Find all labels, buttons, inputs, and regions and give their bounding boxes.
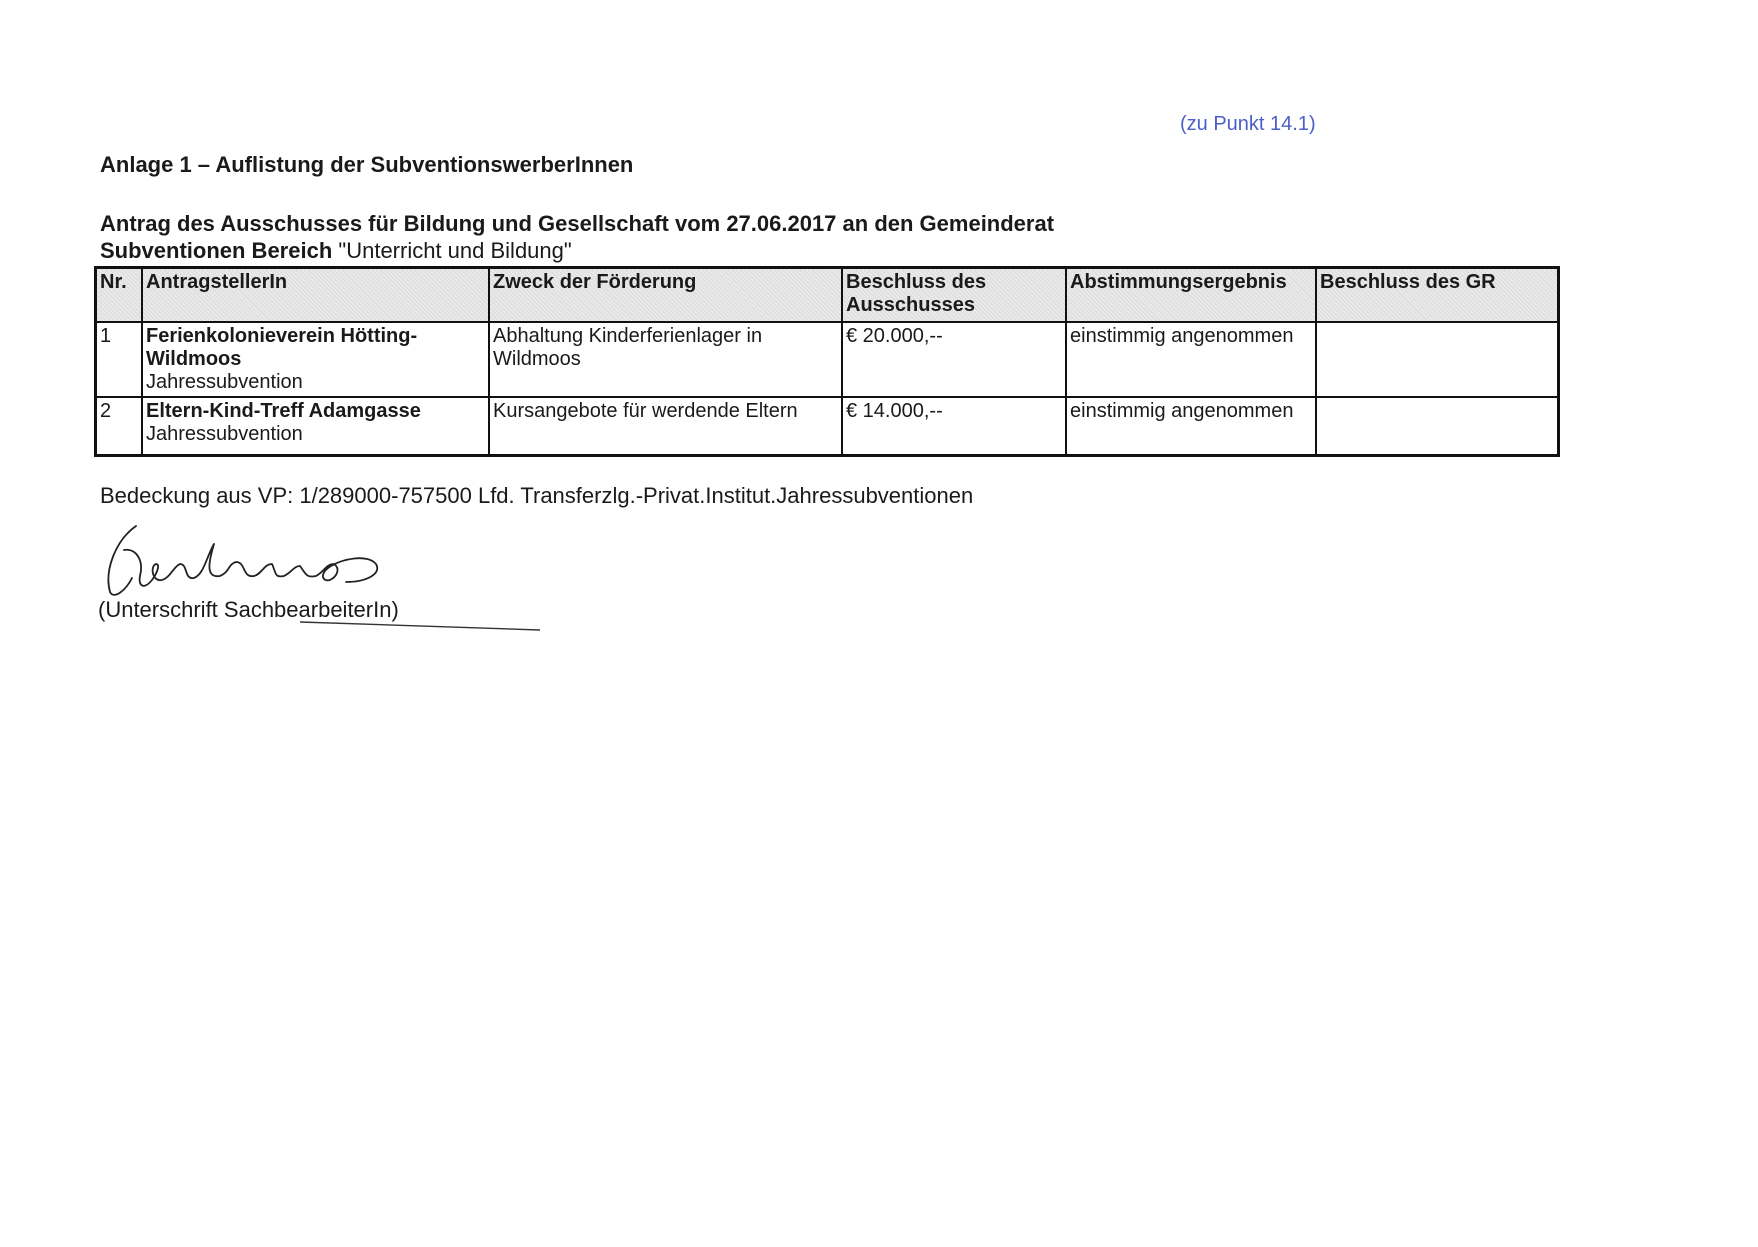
cell-applicant [142,397,489,456]
applicant-name: Eltern-Kind-Treff Adamgasse [146,400,421,422]
subsidy-area-line [100,238,572,264]
header-vote-result: Abstimmungsergebnis [1066,268,1316,323]
cell-purpose: Kursangebote für werdende Eltern [489,397,842,456]
signature-label: (Unterschrift SachbearbeiterIn) [98,597,399,622]
request-title: Antrag des Ausschusses für Bildung und Gesellschaft vom 27.06.2017 an den Gemeinderat [100,211,1055,236]
cell-vote-result: einstimmig angenommen [1066,322,1316,397]
cell-amount: € 20.000,-- [842,322,1066,397]
reference-note: (zu Punkt 14.1) [1180,113,1316,135]
subsidy-table [94,266,1560,457]
subsidy-area-label: Subventionen Bereich [100,238,333,263]
handwritten-signature [96,520,396,600]
applicant-type: Jahressubvention [146,423,303,445]
header-nr: Nr. [96,268,143,323]
cell-council-decision [1316,322,1559,397]
table-row [96,322,1559,397]
header-council-decision: Beschluss des GR [1316,268,1559,323]
signature-line [300,618,540,632]
subsidy-area-value: "Unterricht und Bildung" [332,238,572,263]
cell-vote-result: einstimmig angenommen [1066,397,1316,456]
cell-applicant [142,322,489,397]
budget-coverage-note: Bedeckung aus VP: 1/289000-757500 Lfd. Transferzlg.-Privat.Institut.Jahressubventionen [100,483,974,508]
header-purpose: Zweck der Förderung [489,268,842,323]
header-committee-decision: Beschluss des Ausschusses [842,268,1066,323]
header-applicant: AntragstellerIn [142,268,489,323]
applicant-name: Ferienkolonieverein Hötting-Wildmoos [146,325,418,370]
table-header-row [96,268,1559,323]
applicant-type: Jahressubvention [146,371,303,393]
table-row [96,397,1559,456]
cell-nr: 1 [96,322,143,397]
cell-purpose: Abhaltung Kinderferienlager in Wildmoos [489,322,842,397]
cell-nr: 2 [96,397,143,456]
annex-title: Anlage 1 – Auflistung der SubventionswerberInnen [100,152,634,177]
cell-council-decision [1316,397,1559,456]
cell-amount: € 14.000,-- [842,397,1066,456]
